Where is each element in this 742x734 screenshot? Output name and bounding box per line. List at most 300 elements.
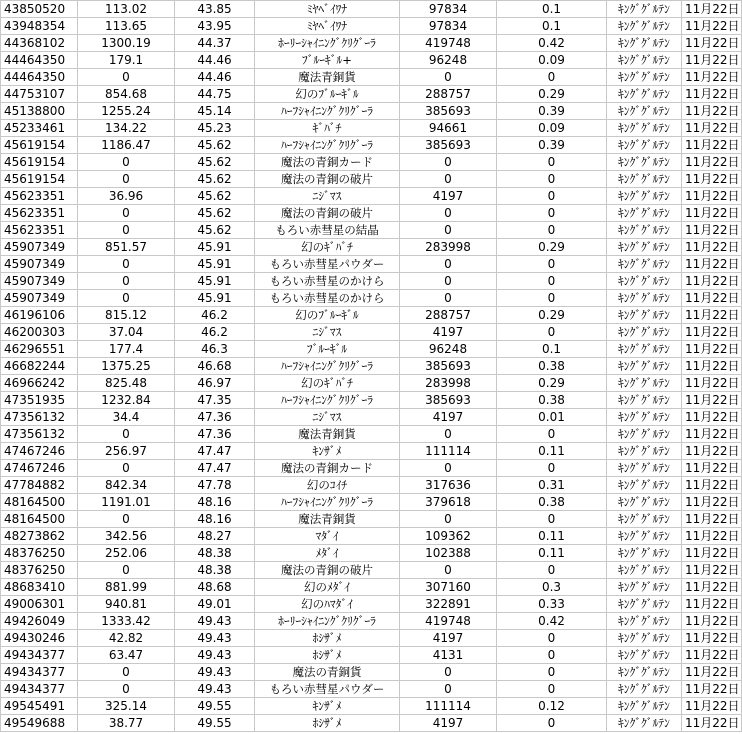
value-cell[interactable]: 0	[78, 664, 175, 681]
price-cell[interactable]: 0	[400, 256, 497, 273]
ratio-cell[interactable]: 0	[497, 460, 607, 477]
price-cell[interactable]: 109362	[400, 528, 497, 545]
value-cell[interactable]: 177.4	[78, 341, 175, 358]
date-cell[interactable]: 11月22日	[682, 239, 742, 256]
location-cell[interactable]: ｷﾝｸﾞｸﾞﾙﾃﾝ	[607, 698, 682, 715]
value-cell[interactable]: 0	[78, 273, 175, 290]
item-name-cell[interactable]: ﾆｼﾞﾏｽ	[255, 409, 400, 426]
id-cell[interactable]: 47784882	[1, 477, 78, 494]
date-cell[interactable]: 11月22日	[682, 528, 742, 545]
location-cell[interactable]: ｷﾝｸﾞｸﾞﾙﾃﾝ	[607, 154, 682, 171]
location-cell[interactable]: ｷﾝｸﾞｸﾞﾙﾃﾝ	[607, 324, 682, 341]
ratio-cell[interactable]: 0.29	[497, 307, 607, 324]
item-name-cell[interactable]: ﾆｼﾞﾏｽ	[255, 324, 400, 341]
level-cell[interactable]: 47.35	[175, 392, 255, 409]
level-cell[interactable]: 48.38	[175, 562, 255, 579]
id-cell[interactable]: 49006301	[1, 596, 78, 613]
id-cell[interactable]: 49426049	[1, 613, 78, 630]
date-cell[interactable]: 11月22日	[682, 307, 742, 324]
ratio-cell[interactable]: 0	[497, 681, 607, 698]
location-cell[interactable]: ｷﾝｸﾞｸﾞﾙﾃﾝ	[607, 222, 682, 239]
ratio-cell[interactable]: 0.33	[497, 596, 607, 613]
price-cell[interactable]: 385693	[400, 358, 497, 375]
price-cell[interactable]: 0	[400, 562, 497, 579]
location-cell[interactable]: ｷﾝｸﾞｸﾞﾙﾃﾝ	[607, 273, 682, 290]
level-cell[interactable]: 49.55	[175, 698, 255, 715]
level-cell[interactable]: 49.43	[175, 647, 255, 664]
ratio-cell[interactable]: 0	[497, 188, 607, 205]
item-name-cell[interactable]: ﾊｰﾌｼｬｲﾆﾝｸﾞｸﾘｸﾞｰﾗ	[255, 392, 400, 409]
level-cell[interactable]: 45.62	[175, 154, 255, 171]
id-cell[interactable]: 44368102	[1, 35, 78, 52]
item-name-cell[interactable]: ﾎｰﾘｰｼｬｲﾆﾝｸﾞｸﾘｸﾞｰﾗ	[255, 613, 400, 630]
value-cell[interactable]: 113.02	[78, 1, 175, 18]
date-cell[interactable]: 11月22日	[682, 69, 742, 86]
ratio-cell[interactable]: 0	[497, 222, 607, 239]
level-cell[interactable]: 47.36	[175, 426, 255, 443]
location-cell[interactable]: ｷﾝｸﾞｸﾞﾙﾃﾝ	[607, 205, 682, 222]
location-cell[interactable]: ｷﾝｸﾞｸﾞﾙﾃﾝ	[607, 103, 682, 120]
value-cell[interactable]: 1232.84	[78, 392, 175, 409]
ratio-cell[interactable]: 0.11	[497, 443, 607, 460]
price-cell[interactable]: 0	[400, 171, 497, 188]
id-cell[interactable]: 43948354	[1, 18, 78, 35]
price-cell[interactable]: 4197	[400, 630, 497, 647]
item-name-cell[interactable]: ﾐﾔﾍﾞｲﾜﾅ	[255, 18, 400, 35]
id-cell[interactable]: 44464350	[1, 52, 78, 69]
id-cell[interactable]: 45907349	[1, 273, 78, 290]
level-cell[interactable]: 45.62	[175, 171, 255, 188]
id-cell[interactable]: 46200303	[1, 324, 78, 341]
ratio-cell[interactable]: 0.31	[497, 477, 607, 494]
item-name-cell[interactable]: ﾎｰﾘｰｼｬｲﾆﾝｸﾞｸﾘｸﾞｰﾗ	[255, 35, 400, 52]
item-name-cell[interactable]: もろい赤彗星のかけら	[255, 273, 400, 290]
date-cell[interactable]: 11月22日	[682, 375, 742, 392]
date-cell[interactable]: 11月22日	[682, 681, 742, 698]
ratio-cell[interactable]: 0	[497, 171, 607, 188]
ratio-cell[interactable]: 0	[497, 647, 607, 664]
id-cell[interactable]: 45619154	[1, 171, 78, 188]
item-name-cell[interactable]: 幻のﾒﾀﾞｲ	[255, 579, 400, 596]
level-cell[interactable]: 49.43	[175, 630, 255, 647]
price-cell[interactable]: 0	[400, 681, 497, 698]
date-cell[interactable]: 11月22日	[682, 256, 742, 273]
location-cell[interactable]: ｷﾝｸﾞｸﾞﾙﾃﾝ	[607, 35, 682, 52]
level-cell[interactable]: 45.91	[175, 239, 255, 256]
level-cell[interactable]: 46.3	[175, 341, 255, 358]
date-cell[interactable]: 11月22日	[682, 562, 742, 579]
date-cell[interactable]: 11月22日	[682, 579, 742, 596]
ratio-cell[interactable]: 0.39	[497, 137, 607, 154]
ratio-cell[interactable]: 0.01	[497, 409, 607, 426]
price-cell[interactable]: 0	[400, 69, 497, 86]
location-cell[interactable]: ｷﾝｸﾞｸﾞﾙﾃﾝ	[607, 647, 682, 664]
level-cell[interactable]: 49.43	[175, 613, 255, 630]
ratio-cell[interactable]: 0.29	[497, 375, 607, 392]
level-cell[interactable]: 45.62	[175, 205, 255, 222]
item-name-cell[interactable]: 幻のﾌﾞﾙｰｷﾞﾙ	[255, 86, 400, 103]
id-cell[interactable]: 47351935	[1, 392, 78, 409]
location-cell[interactable]: ｷﾝｸﾞｸﾞﾙﾃﾝ	[607, 630, 682, 647]
date-cell[interactable]: 11月22日	[682, 120, 742, 137]
level-cell[interactable]: 44.75	[175, 86, 255, 103]
date-cell[interactable]: 11月22日	[682, 290, 742, 307]
ratio-cell[interactable]: 0.1	[497, 341, 607, 358]
value-cell[interactable]: 842.34	[78, 477, 175, 494]
item-name-cell[interactable]: ﾎｼｻﾞﾒ	[255, 630, 400, 647]
id-cell[interactable]: 45619154	[1, 137, 78, 154]
date-cell[interactable]: 11月22日	[682, 86, 742, 103]
ratio-cell[interactable]: 0	[497, 426, 607, 443]
location-cell[interactable]: ｷﾝｸﾞｸﾞﾙﾃﾝ	[607, 1, 682, 18]
ratio-cell[interactable]: 0.09	[497, 52, 607, 69]
ratio-cell[interactable]: 0.11	[497, 545, 607, 562]
value-cell[interactable]: 0	[78, 154, 175, 171]
value-cell[interactable]: 0	[78, 562, 175, 579]
date-cell[interactable]: 11月22日	[682, 171, 742, 188]
level-cell[interactable]: 46.2	[175, 324, 255, 341]
level-cell[interactable]: 49.55	[175, 715, 255, 732]
location-cell[interactable]: ｷﾝｸﾞｸﾞﾙﾃﾝ	[607, 375, 682, 392]
date-cell[interactable]: 11月22日	[682, 511, 742, 528]
price-cell[interactable]: 322891	[400, 596, 497, 613]
date-cell[interactable]: 11月22日	[682, 35, 742, 52]
date-cell[interactable]: 11月22日	[682, 613, 742, 630]
level-cell[interactable]: 49.43	[175, 681, 255, 698]
id-cell[interactable]: 47467246	[1, 443, 78, 460]
location-cell[interactable]: ｷﾝｸﾞｸﾞﾙﾃﾝ	[607, 69, 682, 86]
id-cell[interactable]: 46196106	[1, 307, 78, 324]
item-name-cell[interactable]: 魔法の青銅貨	[255, 664, 400, 681]
date-cell[interactable]: 11月22日	[682, 52, 742, 69]
location-cell[interactable]: ｷﾝｸﾞｸﾞﾙﾃﾝ	[607, 613, 682, 630]
item-name-cell[interactable]: ﾊｰﾌｼｬｲﾆﾝｸﾞｸﾘｸﾞｰﾗ	[255, 494, 400, 511]
ratio-cell[interactable]: 0.1	[497, 18, 607, 35]
ratio-cell[interactable]: 0.38	[497, 358, 607, 375]
level-cell[interactable]: 46.2	[175, 307, 255, 324]
ratio-cell[interactable]: 0.38	[497, 392, 607, 409]
price-cell[interactable]: 288757	[400, 86, 497, 103]
item-name-cell[interactable]: 魔法の青銅の破片	[255, 205, 400, 222]
id-cell[interactable]: 46966242	[1, 375, 78, 392]
item-name-cell[interactable]: ﾆｼﾞﾏｽ	[255, 188, 400, 205]
ratio-cell[interactable]: 0.09	[497, 120, 607, 137]
date-cell[interactable]: 11月22日	[682, 664, 742, 681]
price-cell[interactable]: 102388	[400, 545, 497, 562]
level-cell[interactable]: 47.47	[175, 443, 255, 460]
item-name-cell[interactable]: ｷﾝｻﾞﾒ	[255, 443, 400, 460]
id-cell[interactable]: 45233461	[1, 120, 78, 137]
price-cell[interactable]: 111114	[400, 698, 497, 715]
item-name-cell[interactable]: ﾊｰﾌｼｬｲﾆﾝｸﾞｸﾘｸﾞｰﾗ	[255, 137, 400, 154]
ratio-cell[interactable]: 0	[497, 69, 607, 86]
value-cell[interactable]: 1375.25	[78, 358, 175, 375]
id-cell[interactable]: 48376250	[1, 545, 78, 562]
level-cell[interactable]: 48.16	[175, 494, 255, 511]
value-cell[interactable]: 38.77	[78, 715, 175, 732]
item-name-cell[interactable]: ｷﾞﾊﾞﾁ	[255, 120, 400, 137]
price-cell[interactable]: 111114	[400, 443, 497, 460]
ratio-cell[interactable]: 0.11	[497, 528, 607, 545]
level-cell[interactable]: 44.46	[175, 69, 255, 86]
date-cell[interactable]: 11月22日	[682, 1, 742, 18]
id-cell[interactable]: 49545491	[1, 698, 78, 715]
value-cell[interactable]: 0	[78, 205, 175, 222]
location-cell[interactable]: ｷﾝｸﾞｸﾞﾙﾃﾝ	[607, 188, 682, 205]
id-cell[interactable]: 48273862	[1, 528, 78, 545]
ratio-cell[interactable]: 0	[497, 630, 607, 647]
value-cell[interactable]: 1333.42	[78, 613, 175, 630]
level-cell[interactable]: 45.91	[175, 273, 255, 290]
level-cell[interactable]: 48.68	[175, 579, 255, 596]
ratio-cell[interactable]: 0.3	[497, 579, 607, 596]
location-cell[interactable]: ｷﾝｸﾞｸﾞﾙﾃﾝ	[607, 545, 682, 562]
value-cell[interactable]: 325.14	[78, 698, 175, 715]
id-cell[interactable]: 47356132	[1, 426, 78, 443]
location-cell[interactable]: ｷﾝｸﾞｸﾞﾙﾃﾝ	[607, 171, 682, 188]
id-cell[interactable]: 49430246	[1, 630, 78, 647]
item-name-cell[interactable]: もろい赤彗星のかけら	[255, 290, 400, 307]
level-cell[interactable]: 45.62	[175, 188, 255, 205]
value-cell[interactable]: 0	[78, 222, 175, 239]
price-cell[interactable]: 385693	[400, 103, 497, 120]
item-name-cell[interactable]: ﾒﾀﾞｲ	[255, 545, 400, 562]
level-cell[interactable]: 46.68	[175, 358, 255, 375]
ratio-cell[interactable]: 0.12	[497, 698, 607, 715]
item-name-cell[interactable]: ﾐﾔﾍﾞｲﾜﾅ	[255, 1, 400, 18]
location-cell[interactable]: ｷﾝｸﾞｸﾞﾙﾃﾝ	[607, 18, 682, 35]
level-cell[interactable]: 44.37	[175, 35, 255, 52]
price-cell[interactable]: 0	[400, 460, 497, 477]
price-cell[interactable]: 96248	[400, 52, 497, 69]
location-cell[interactable]: ｷﾝｸﾞｸﾞﾙﾃﾝ	[607, 86, 682, 103]
item-name-cell[interactable]: ﾌﾞﾙｰｷﾞﾙ	[255, 341, 400, 358]
location-cell[interactable]: ｷﾝｸﾞｸﾞﾙﾃﾝ	[607, 409, 682, 426]
item-name-cell[interactable]: ﾏﾀﾞｲ	[255, 528, 400, 545]
id-cell[interactable]: 49549688	[1, 715, 78, 732]
date-cell[interactable]: 11月22日	[682, 103, 742, 120]
price-cell[interactable]: 4197	[400, 188, 497, 205]
item-name-cell[interactable]: ﾎｼｻﾞﾒ	[255, 715, 400, 732]
value-cell[interactable]: 256.97	[78, 443, 175, 460]
price-cell[interactable]: 96248	[400, 341, 497, 358]
price-cell[interactable]: 379618	[400, 494, 497, 511]
ratio-cell[interactable]: 0.29	[497, 86, 607, 103]
location-cell[interactable]: ｷﾝｸﾞｸﾞﾙﾃﾝ	[607, 664, 682, 681]
location-cell[interactable]: ｷﾝｸﾞｸﾞﾙﾃﾝ	[607, 596, 682, 613]
item-name-cell[interactable]: 魔法青銅貨	[255, 426, 400, 443]
location-cell[interactable]: ｷﾝｸﾞｸﾞﾙﾃﾝ	[607, 307, 682, 324]
date-cell[interactable]: 11月22日	[682, 494, 742, 511]
ratio-cell[interactable]: 0	[497, 290, 607, 307]
location-cell[interactable]: ｷﾝｸﾞｸﾞﾙﾃﾝ	[607, 239, 682, 256]
item-name-cell[interactable]: 魔法の青銅カード	[255, 154, 400, 171]
price-cell[interactable]: 97834	[400, 1, 497, 18]
value-cell[interactable]: 252.06	[78, 545, 175, 562]
date-cell[interactable]: 11月22日	[682, 358, 742, 375]
id-cell[interactable]: 45623351	[1, 205, 78, 222]
date-cell[interactable]: 11月22日	[682, 205, 742, 222]
location-cell[interactable]: ｷﾝｸﾞｸﾞﾙﾃﾝ	[607, 52, 682, 69]
item-name-cell[interactable]: 魔法の青銅の破片	[255, 562, 400, 579]
level-cell[interactable]: 46.97	[175, 375, 255, 392]
value-cell[interactable]: 825.48	[78, 375, 175, 392]
value-cell[interactable]: 63.47	[78, 647, 175, 664]
value-cell[interactable]: 1255.24	[78, 103, 175, 120]
ratio-cell[interactable]: 0	[497, 562, 607, 579]
price-cell[interactable]: 317636	[400, 477, 497, 494]
value-cell[interactable]: 34.4	[78, 409, 175, 426]
price-cell[interactable]: 283998	[400, 239, 497, 256]
level-cell[interactable]: 47.47	[175, 460, 255, 477]
level-cell[interactable]: 47.36	[175, 409, 255, 426]
price-cell[interactable]: 0	[400, 426, 497, 443]
level-cell[interactable]: 49.43	[175, 664, 255, 681]
date-cell[interactable]: 11月22日	[682, 630, 742, 647]
date-cell[interactable]: 11月22日	[682, 545, 742, 562]
value-cell[interactable]: 134.22	[78, 120, 175, 137]
value-cell[interactable]: 37.04	[78, 324, 175, 341]
id-cell[interactable]: 47467246	[1, 460, 78, 477]
location-cell[interactable]: ｷﾝｸﾞｸﾞﾙﾃﾝ	[607, 460, 682, 477]
level-cell[interactable]: 45.62	[175, 222, 255, 239]
date-cell[interactable]: 11月22日	[682, 188, 742, 205]
value-cell[interactable]: 1186.47	[78, 137, 175, 154]
date-cell[interactable]: 11月22日	[682, 426, 742, 443]
value-cell[interactable]: 0	[78, 256, 175, 273]
date-cell[interactable]: 11月22日	[682, 477, 742, 494]
price-cell[interactable]: 419748	[400, 35, 497, 52]
location-cell[interactable]: ｷﾝｸﾞｸﾞﾙﾃﾝ	[607, 358, 682, 375]
id-cell[interactable]: 45623351	[1, 188, 78, 205]
value-cell[interactable]: 0	[78, 290, 175, 307]
id-cell[interactable]: 44464350	[1, 69, 78, 86]
id-cell[interactable]: 49434377	[1, 647, 78, 664]
item-name-cell[interactable]: 魔法青銅貨	[255, 69, 400, 86]
price-cell[interactable]: 4131	[400, 647, 497, 664]
value-cell[interactable]: 0	[78, 171, 175, 188]
price-cell[interactable]: 94661	[400, 120, 497, 137]
location-cell[interactable]: ｷﾝｸﾞｸﾞﾙﾃﾝ	[607, 290, 682, 307]
date-cell[interactable]: 11月22日	[682, 324, 742, 341]
level-cell[interactable]: 48.16	[175, 511, 255, 528]
value-cell[interactable]: 42.82	[78, 630, 175, 647]
level-cell[interactable]: 49.01	[175, 596, 255, 613]
ratio-cell[interactable]: 0.42	[497, 613, 607, 630]
ratio-cell[interactable]: 0	[497, 154, 607, 171]
value-cell[interactable]: 0	[78, 460, 175, 477]
item-name-cell[interactable]: もろい赤彗星パウダー	[255, 681, 400, 698]
item-name-cell[interactable]: もろい赤彗星パウダー	[255, 256, 400, 273]
value-cell[interactable]: 1300.19	[78, 35, 175, 52]
ratio-cell[interactable]: 0.29	[497, 239, 607, 256]
date-cell[interactable]: 11月22日	[682, 222, 742, 239]
price-cell[interactable]: 4197	[400, 324, 497, 341]
item-name-cell[interactable]: 魔法青銅貨	[255, 511, 400, 528]
location-cell[interactable]: ｷﾝｸﾞｸﾞﾙﾃﾝ	[607, 579, 682, 596]
location-cell[interactable]: ｷﾝｸﾞｸﾞﾙﾃﾝ	[607, 120, 682, 137]
value-cell[interactable]: 36.96	[78, 188, 175, 205]
value-cell[interactable]: 0	[78, 69, 175, 86]
value-cell[interactable]: 113.65	[78, 18, 175, 35]
location-cell[interactable]: ｷﾝｸﾞｸﾞﾙﾃﾝ	[607, 477, 682, 494]
id-cell[interactable]: 49434377	[1, 681, 78, 698]
item-name-cell[interactable]: 幻のｷﾞﾊﾞﾁ	[255, 375, 400, 392]
location-cell[interactable]: ｷﾝｸﾞｸﾞﾙﾃﾝ	[607, 715, 682, 732]
date-cell[interactable]: 11月22日	[682, 698, 742, 715]
level-cell[interactable]: 43.85	[175, 1, 255, 18]
value-cell[interactable]: 940.81	[78, 596, 175, 613]
value-cell[interactable]: 1191.01	[78, 494, 175, 511]
ratio-cell[interactable]: 0.1	[497, 1, 607, 18]
item-name-cell[interactable]: ﾌﾞﾙｰｷﾞﾙ+	[255, 52, 400, 69]
date-cell[interactable]: 11月22日	[682, 596, 742, 613]
item-name-cell[interactable]: 幻のｺｲﾁ	[255, 477, 400, 494]
date-cell[interactable]: 11月22日	[682, 18, 742, 35]
ratio-cell[interactable]: 0.39	[497, 103, 607, 120]
item-name-cell[interactable]: ｷﾝｻﾞﾒ	[255, 698, 400, 715]
level-cell[interactable]: 44.46	[175, 52, 255, 69]
id-cell[interactable]: 46296551	[1, 341, 78, 358]
item-name-cell[interactable]: もろい赤彗星の結晶	[255, 222, 400, 239]
ratio-cell[interactable]: 0.42	[497, 35, 607, 52]
ratio-cell[interactable]: 0	[497, 715, 607, 732]
price-cell[interactable]: 0	[400, 290, 497, 307]
id-cell[interactable]: 48164500	[1, 511, 78, 528]
value-cell[interactable]: 0	[78, 426, 175, 443]
item-name-cell[interactable]: 幻のﾊﾏﾀﾞｲ	[255, 596, 400, 613]
item-name-cell[interactable]: ﾊｰﾌｼｬｲﾆﾝｸﾞｸﾘｸﾞｰﾗ	[255, 358, 400, 375]
location-cell[interactable]: ｷﾝｸﾞｸﾞﾙﾃﾝ	[607, 528, 682, 545]
ratio-cell[interactable]: 0	[497, 205, 607, 222]
id-cell[interactable]: 48683410	[1, 579, 78, 596]
value-cell[interactable]: 851.57	[78, 239, 175, 256]
date-cell[interactable]: 11月22日	[682, 647, 742, 664]
price-cell[interactable]: 4197	[400, 715, 497, 732]
value-cell[interactable]: 881.99	[78, 579, 175, 596]
date-cell[interactable]: 11月22日	[682, 341, 742, 358]
level-cell[interactable]: 48.27	[175, 528, 255, 545]
id-cell[interactable]: 48164500	[1, 494, 78, 511]
id-cell[interactable]: 49434377	[1, 664, 78, 681]
level-cell[interactable]: 45.23	[175, 120, 255, 137]
date-cell[interactable]: 11月22日	[682, 443, 742, 460]
location-cell[interactable]: ｷﾝｸﾞｸﾞﾙﾃﾝ	[607, 562, 682, 579]
price-cell[interactable]: 0	[400, 273, 497, 290]
ratio-cell[interactable]: 0	[497, 256, 607, 273]
level-cell[interactable]: 43.95	[175, 18, 255, 35]
price-cell[interactable]: 97834	[400, 18, 497, 35]
value-cell[interactable]: 179.1	[78, 52, 175, 69]
ratio-cell[interactable]: 0	[497, 511, 607, 528]
level-cell[interactable]: 47.78	[175, 477, 255, 494]
level-cell[interactable]: 48.38	[175, 545, 255, 562]
price-cell[interactable]: 4197	[400, 409, 497, 426]
id-cell[interactable]: 45907349	[1, 256, 78, 273]
location-cell[interactable]: ｷﾝｸﾞｸﾞﾙﾃﾝ	[607, 341, 682, 358]
price-cell[interactable]: 307160	[400, 579, 497, 596]
id-cell[interactable]: 45623351	[1, 222, 78, 239]
level-cell[interactable]: 45.62	[175, 137, 255, 154]
item-name-cell[interactable]: 幻のﾌﾞﾙｰｷﾞﾙ	[255, 307, 400, 324]
value-cell[interactable]: 0	[78, 681, 175, 698]
level-cell[interactable]: 45.91	[175, 290, 255, 307]
item-name-cell[interactable]: 魔法の青銅カード	[255, 460, 400, 477]
ratio-cell[interactable]: 0	[497, 273, 607, 290]
price-cell[interactable]: 0	[400, 205, 497, 222]
id-cell[interactable]: 45619154	[1, 154, 78, 171]
date-cell[interactable]: 11月22日	[682, 460, 742, 477]
